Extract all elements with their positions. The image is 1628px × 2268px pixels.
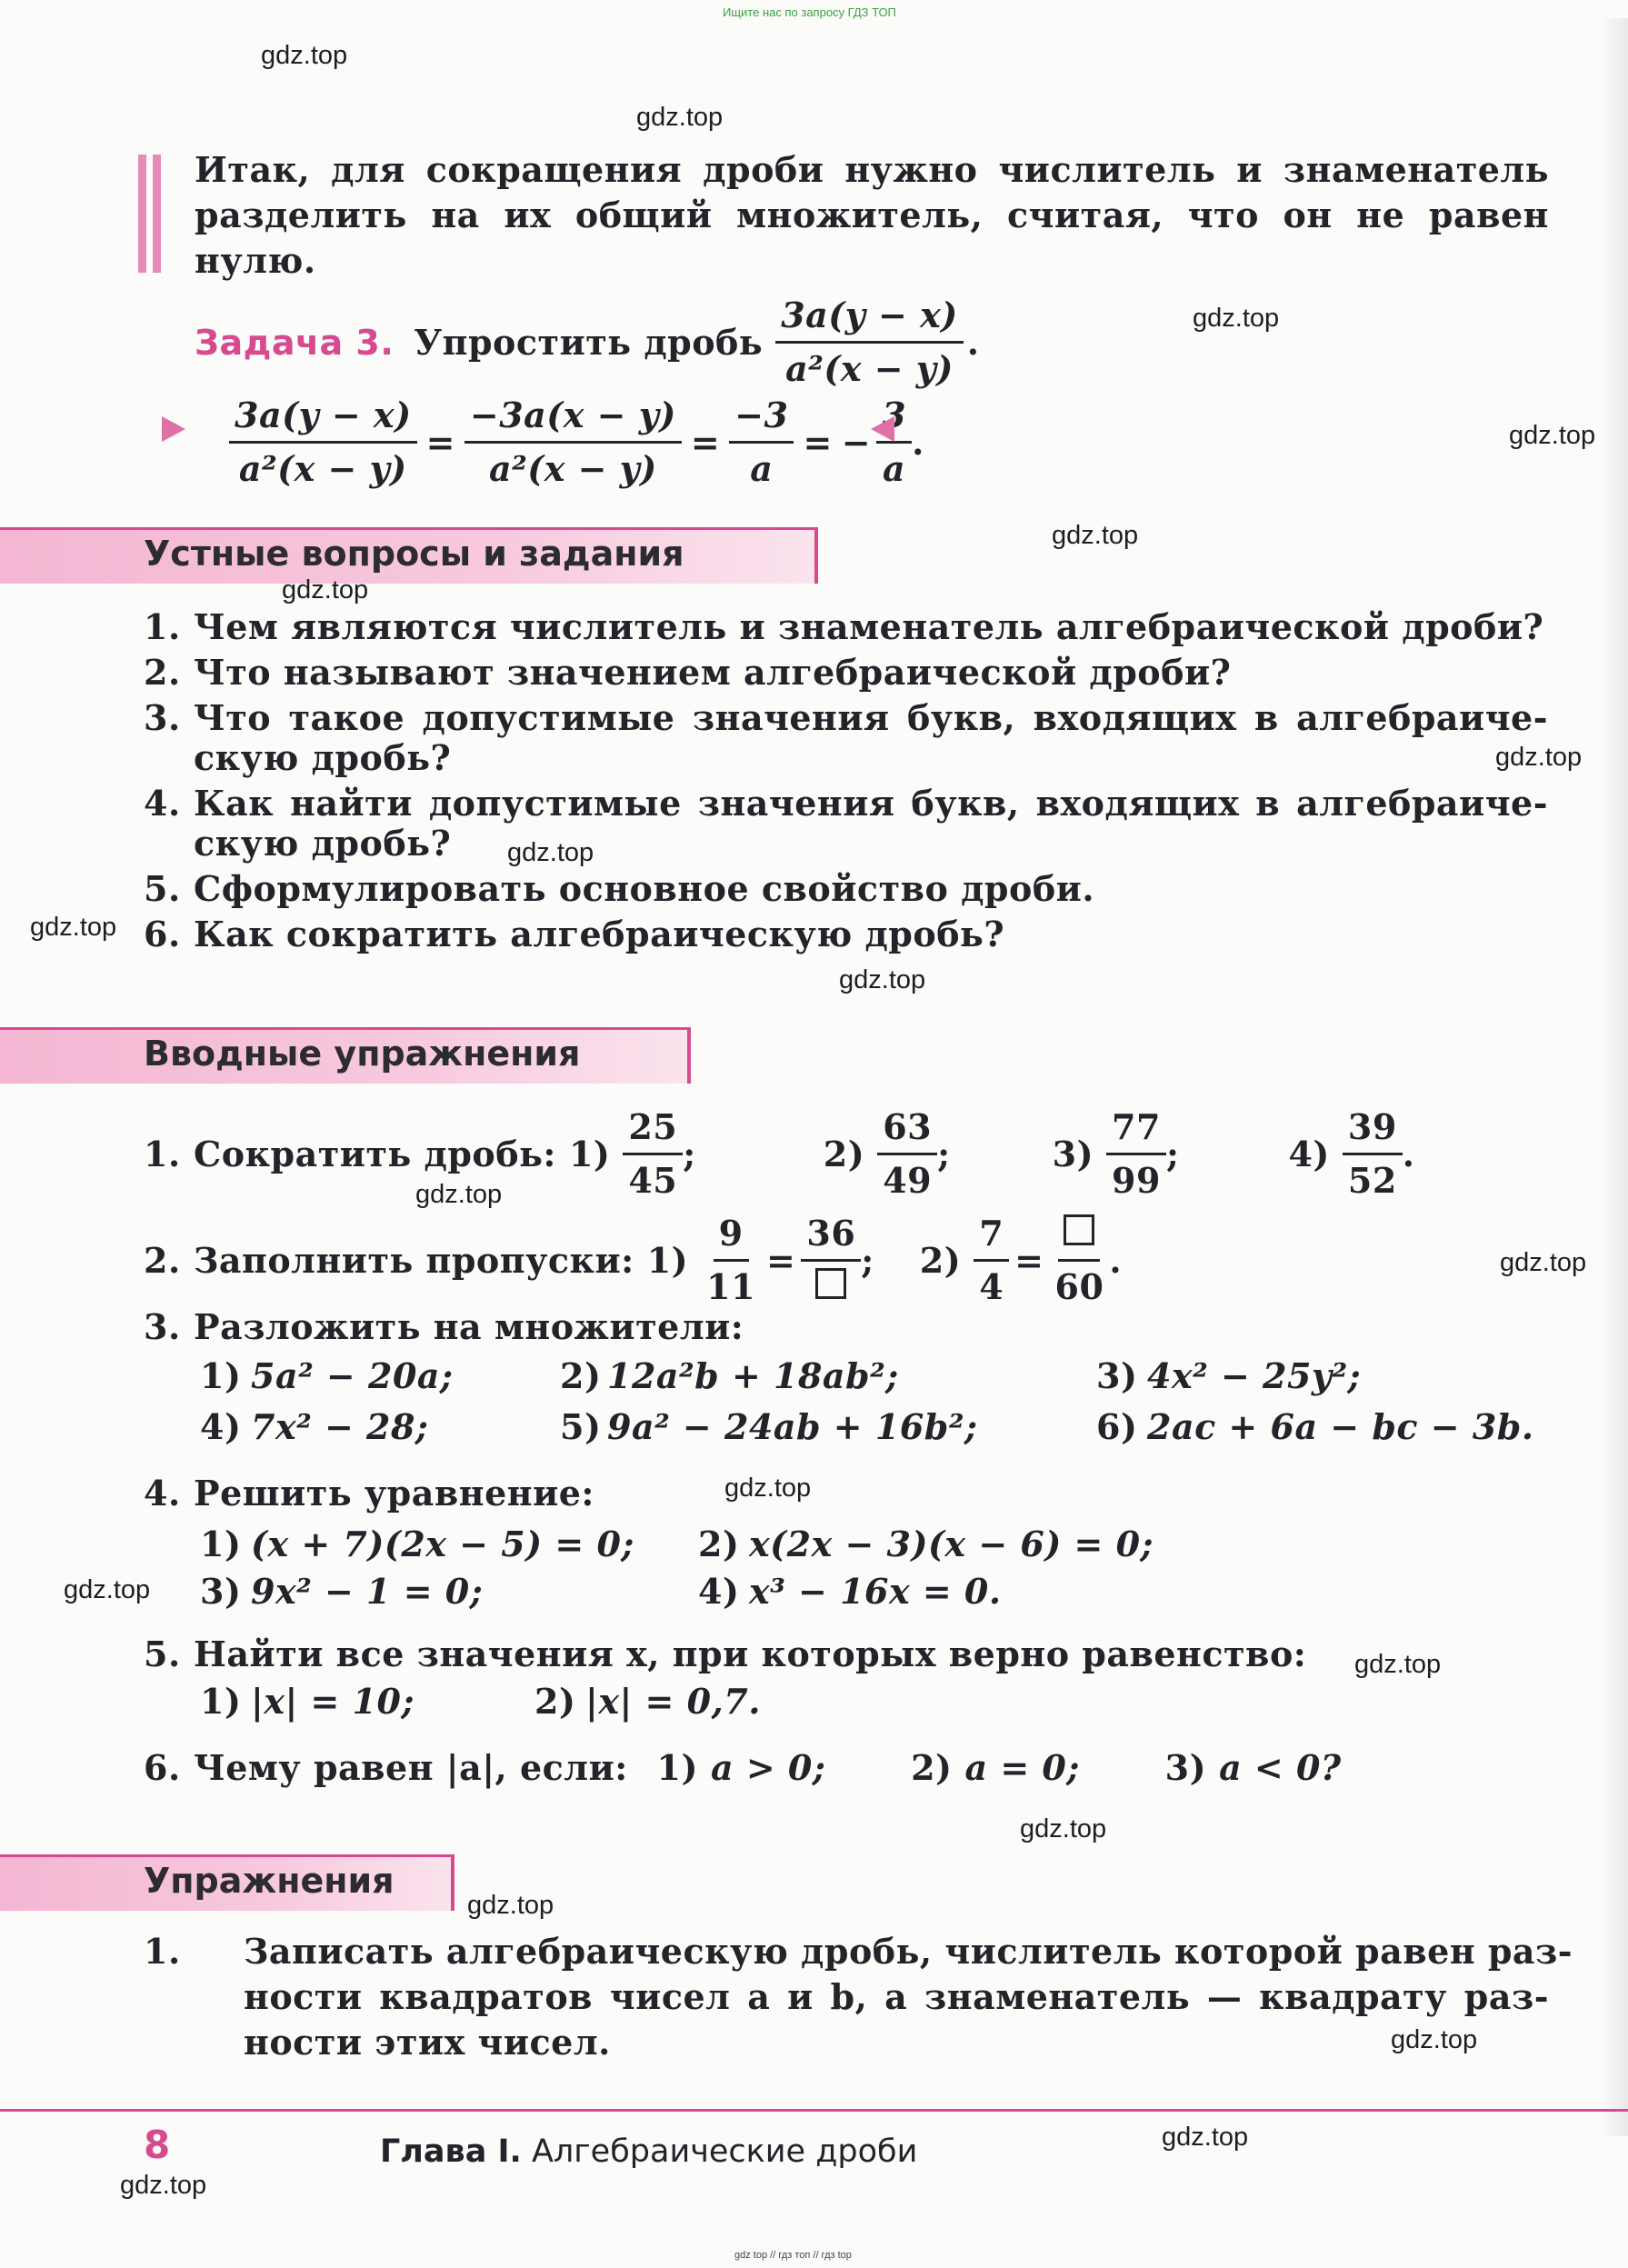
watermark: gdz.top (1052, 521, 1139, 550)
bottom-banner: gdz top // гдз топ // гдз top (734, 2250, 852, 2261)
task3-fraction (775, 293, 964, 392)
watermark: gdz.top (1193, 304, 1280, 333)
oral-item-4: 4. Как найти допустимые значения букв, входящих в алгебраиче- (144, 783, 1548, 824)
watermark: gdz.top (1391, 2025, 1478, 2054)
ex1: 1. Сократить дробь: 1) $\frac{25}{45}$ ; 2) $\frac{63}{49}$ ; 3) $\frac{77}{99}$ ; 4) $\frac{39}{52}$ . (144, 1104, 1415, 1204)
page-number: 8 (144, 2123, 171, 2167)
intro-ex-title: Вводные упражнения (144, 1034, 581, 1074)
blank-box (815, 1268, 846, 1299)
ex3: 3. Разложить на множители: 1) 5a² − 20a; 2) 12a²b + 18ab²; 3) 4x² − 25y²; 4) 7x² − 28; 5) 9a² − 24ab + 16b²; 6) 2ac + 6a − bc − 3b. (144, 1306, 1534, 1447)
ex2-frac-1a: $\frac{9}{11}$ (706, 1213, 756, 1307)
oral-list (144, 604, 1548, 957)
ex2: 2. Заполнить пропуски: 1) $\frac{9}{11}$ = 36 ; 2) $\frac{7}{4}$ = 60 . (144, 1211, 1122, 1310)
task3-label: Задача 3. (195, 322, 395, 363)
sol-frac-2-den: a²(x − y) (488, 448, 657, 489)
watermark: gdz.top (282, 575, 369, 604)
sol-frac-3-num: −3 (729, 393, 794, 444)
watermark: gdz.top (1509, 421, 1596, 450)
sol-frac-3 (729, 393, 794, 492)
solution-start-marker (162, 416, 185, 442)
top-banner: Ищите нас по запросу ГДЗ ТОП (723, 5, 896, 19)
sol-frac-1 (229, 393, 417, 492)
oral-item-6: 6. Как сократить алгебраическую дробь? (144, 914, 1005, 954)
sol-eq-1: = (425, 421, 455, 463)
watermark: gdz.top (1354, 1650, 1442, 1679)
sol-frac-4-num: 3 (876, 393, 912, 444)
watermark: gdz.top (636, 103, 724, 132)
task3-text: Упростить дробь (414, 321, 764, 363)
ex1-frac-1: $\frac{25}{45}$ (623, 1104, 683, 1204)
task3-frac-num: 3a(y − x) (775, 293, 964, 344)
rule-bar-right (153, 155, 161, 273)
oral-item-1: 1. Чем являются числитель и знаменатель алгебраической дроби? (144, 606, 1544, 647)
sol-frac-3-den: a (750, 448, 774, 489)
watermark: gdz.top (30, 913, 117, 942)
watermark: gdz.top (1020, 1814, 1107, 1843)
ex2-frac-2a: $\frac{7}{4}$ (974, 1211, 1009, 1310)
sol-eq-2: = (690, 421, 721, 463)
oral-section-title: Устные вопросы и задания (144, 534, 684, 574)
watermark: gdz.top (1495, 743, 1583, 772)
ex1-frac-3: $\frac{77}{99}$ (1106, 1104, 1166, 1204)
footer-chapter: Глава I. Алгебраические дроби (380, 2133, 918, 2170)
ex2-frac-1b: 36 (801, 1211, 861, 1310)
sol-frac-4 (876, 393, 912, 492)
ex1-frac-2: $\frac{63}{49}$ (877, 1104, 937, 1204)
oral-item-5: 5. Сформулировать основное свойство дроби. (144, 868, 1095, 909)
ex4: 4. Решить уравнение: 1) (x + 7)(2x − 5) = 0; 2) x(2x − 3)(x − 6) = 0; 3) 9x² − 1 = 0; 4) x³ − 16x = 0. (144, 1473, 1154, 1612)
task3-statement: Задача 3. Упростить дробь $\frac{3a(y - x)}{\text{a²(x − y)}}$ . (195, 293, 980, 392)
solution-end-marker (871, 416, 894, 442)
ex1-frac-4: $\frac{39}{52}$ (1343, 1104, 1403, 1204)
exercises-title: Упражнения (144, 1861, 395, 1901)
oral-item-3: 3. Что такое допустимые значения букв, входящих в алгебраиче- (144, 697, 1548, 738)
sol-eq-3: = (803, 421, 833, 463)
ex2-frac-2b: 60 (1050, 1211, 1110, 1310)
ex5: 5. Найти все значения x, при которых верно равенство: 1) |x| = 10; 2) |x| = 0,7. (144, 1634, 1307, 1722)
watermark: gdz.top (261, 41, 348, 70)
watermark: gdz.top (839, 965, 926, 994)
ex6: 6. Чему равен |a|, если: 1) a > 0; 2) a = 0; 3) a < 0? (144, 1747, 1342, 1788)
blank-box (1064, 1214, 1094, 1245)
sol-frac-4-den: a (883, 448, 906, 489)
oral-item-2: 2. Что называют значением алгебраической дроби? (144, 652, 1232, 693)
watermark: gdz.top (724, 1474, 812, 1503)
watermark: gdz.top (467, 1891, 554, 1920)
watermark: gdz.top (120, 2171, 207, 2200)
sol-frac-2-num: −3a(x − y) (464, 393, 682, 444)
watermark: gdz.top (415, 1180, 503, 1209)
watermark: gdz.top (507, 838, 594, 867)
sol-frac-2 (464, 393, 682, 492)
task3-solution: $\frac{3a(y - x)}{\text{a²(x − y)}}$ = $\frac{-3a(x - y)}{\text{a²(x − y)}}$ = $\frac{-3}{a}$ = − $\frac{3}{a}$ . (229, 393, 924, 492)
sol-frac-1-den: a²(x − y) (238, 448, 407, 489)
watermark: gdz.top (1500, 1248, 1587, 1277)
watermark: gdz.top (1162, 2123, 1249, 2152)
page-edge-shadow (1601, 18, 1628, 2136)
watermark: gdz.top (64, 1575, 151, 1604)
oral-item-4-cont: скую дробь? (194, 823, 452, 864)
footer-rule (0, 2109, 1628, 2112)
intro-rule: Итак, для сокращения дроби нужно числитель и знаменатель разделить на их общий множитель, считая, что он не равен нулю. (195, 149, 1549, 281)
sol-minus: − (841, 421, 872, 463)
oral-item-3-cont: скую дробь? (194, 737, 452, 778)
task3-frac-den: a²(x − y) (785, 348, 954, 389)
sol-frac-1-num: 3a(y − x) (229, 393, 417, 444)
rule-bar-left (138, 155, 146, 273)
